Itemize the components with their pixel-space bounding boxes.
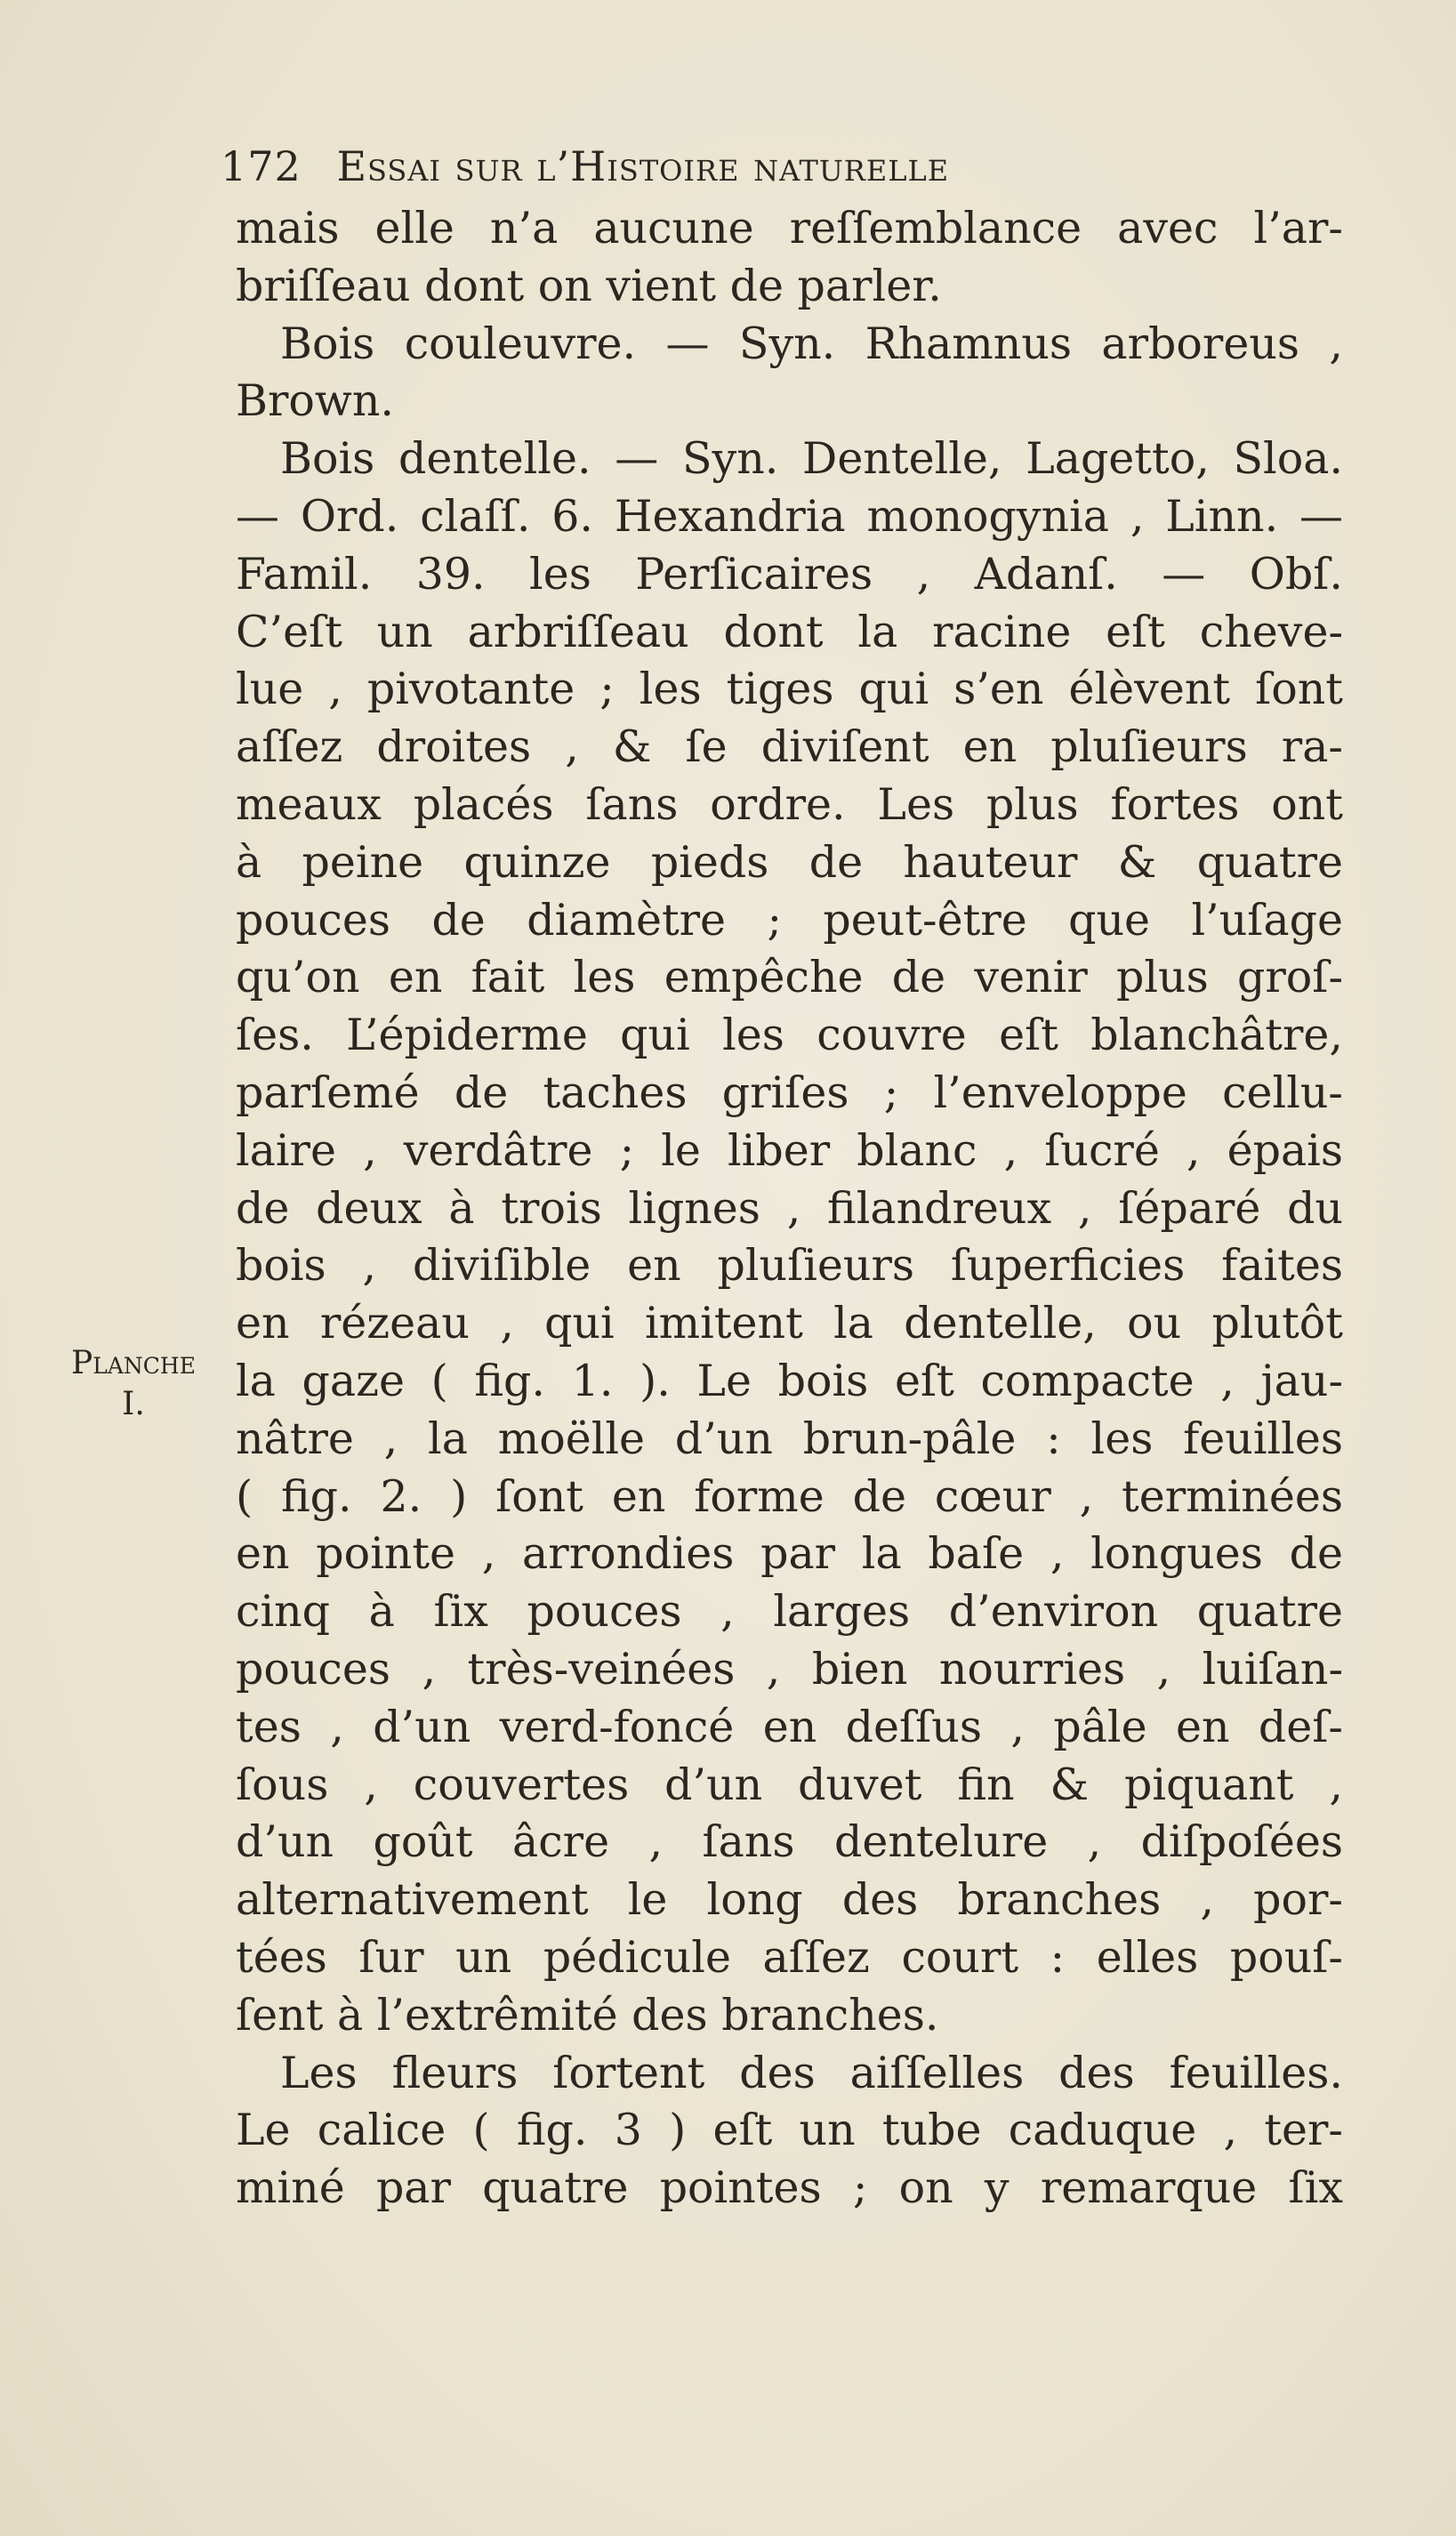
text-line: ſes. L’épiderme qui les couvre eſt blanchâtre,	[236, 1010, 1343, 1061]
text-line: pouces de diamètre ; peut-être que l’uſage	[236, 894, 1343, 946]
text-line: Famil. 39. les Perſicaires , Adanſ. — Obſ.	[236, 548, 1343, 600]
page-number: 172	[221, 142, 302, 190]
text-line: Les fleurs ſortent des aiſſelles des feuilles.	[280, 2047, 1343, 2098]
text-line: en rézeau , qui imitent la dentelle, ou plutôt	[236, 1298, 1343, 1349]
text-line: nâtre , la moëlle d’un brun-pâle : les feuilles	[236, 1413, 1343, 1464]
text-line: ſent à l’extrêmité des branches.	[236, 1989, 939, 2041]
margin-note-label: Planche	[71, 1345, 196, 1381]
text-line: parſemé de taches griſes ; l’enveloppe cellu-	[236, 1067, 1343, 1118]
text-line: tes , d’un verd-foncé en deſſus , pâle en deſ-	[236, 1701, 1343, 1752]
text-line: de deux à trois lignes , filandreux , ſéparé du	[236, 1182, 1343, 1234]
text-line: ſous , couvertes d’un duvet fin & piquant ,	[236, 1759, 1343, 1810]
text-line: ( fig. 2. ) ſont en forme de cœur , terminées	[236, 1470, 1343, 1522]
text-line: bois , diviſible en pluſieurs ſuperficies faites	[236, 1240, 1343, 1292]
text-line: briſſeau dont on vient de parler.	[236, 260, 942, 311]
text-line: tées ſur un pédicule aſſez court : elles pouſ-	[236, 1931, 1343, 1983]
text-line: aſſez droites , & ſe diviſent en pluſieurs ra-	[236, 721, 1343, 773]
text-line: en pointe , arrondies par la baſe , longues de	[236, 1528, 1343, 1580]
text-line: — Ord. claſſ. 6. Hexandria monogynia , Linn. —	[236, 490, 1343, 542]
margin-note-plate	[36, 1343, 231, 1425]
text-line: Bois dentelle. — Syn. Dentelle, Lagetto, Sloa.	[280, 433, 1343, 485]
text-line: la gaze ( fig. 1. ). Le bois eſt compacte , jau-	[236, 1355, 1343, 1406]
text-line: alternativement le long des branches , por-	[236, 1874, 1343, 1926]
text-line: miné par quatre pointes ; on y remarque ſix	[236, 2162, 1343, 2214]
text-line: meaux placés ſans ordre. Les plus fortes ont	[236, 778, 1343, 830]
text-line: lue , pivotante ; les tiges qui s’en élèvent ſont	[236, 664, 1343, 715]
text-line: qu’on en fait les empêche de venir plus groſ-	[236, 952, 1343, 1003]
running-header	[221, 142, 1359, 196]
text-line: Brown.	[236, 375, 395, 427]
text-line: d’un goût âcre , ſans dentelure , diſpoſées	[236, 1816, 1343, 1868]
body-text	[236, 200, 1343, 2218]
text-line: à peine quinze pieds de hauteur & quatre	[236, 836, 1343, 888]
text-line: Bois couleuvre. — Syn. Rhamnus arboreus ,	[280, 318, 1343, 369]
text-line: laire , verdâtre ; le liber blanc , ſucré , épais	[236, 1124, 1343, 1176]
margin-note-number: I.	[122, 1386, 145, 1422]
text-line: C’eſt un arbriſſeau dont la racine eſt cheve-	[236, 606, 1343, 657]
text-line: pouces , très-veinées , bien nourries , luiſan-	[236, 1643, 1343, 1695]
running-title: Essai sur l’Histoire naturelle	[336, 142, 950, 190]
text-line: cinq à ſix pouces , larges d’environ quatre	[236, 1586, 1343, 1638]
text-line: Le calice ( fig. 3 ) eſt un tube caduque , ter-	[236, 2105, 1343, 2156]
text-line: mais elle n’a aucune reſſemblance avec l’ar-	[236, 203, 1343, 254]
